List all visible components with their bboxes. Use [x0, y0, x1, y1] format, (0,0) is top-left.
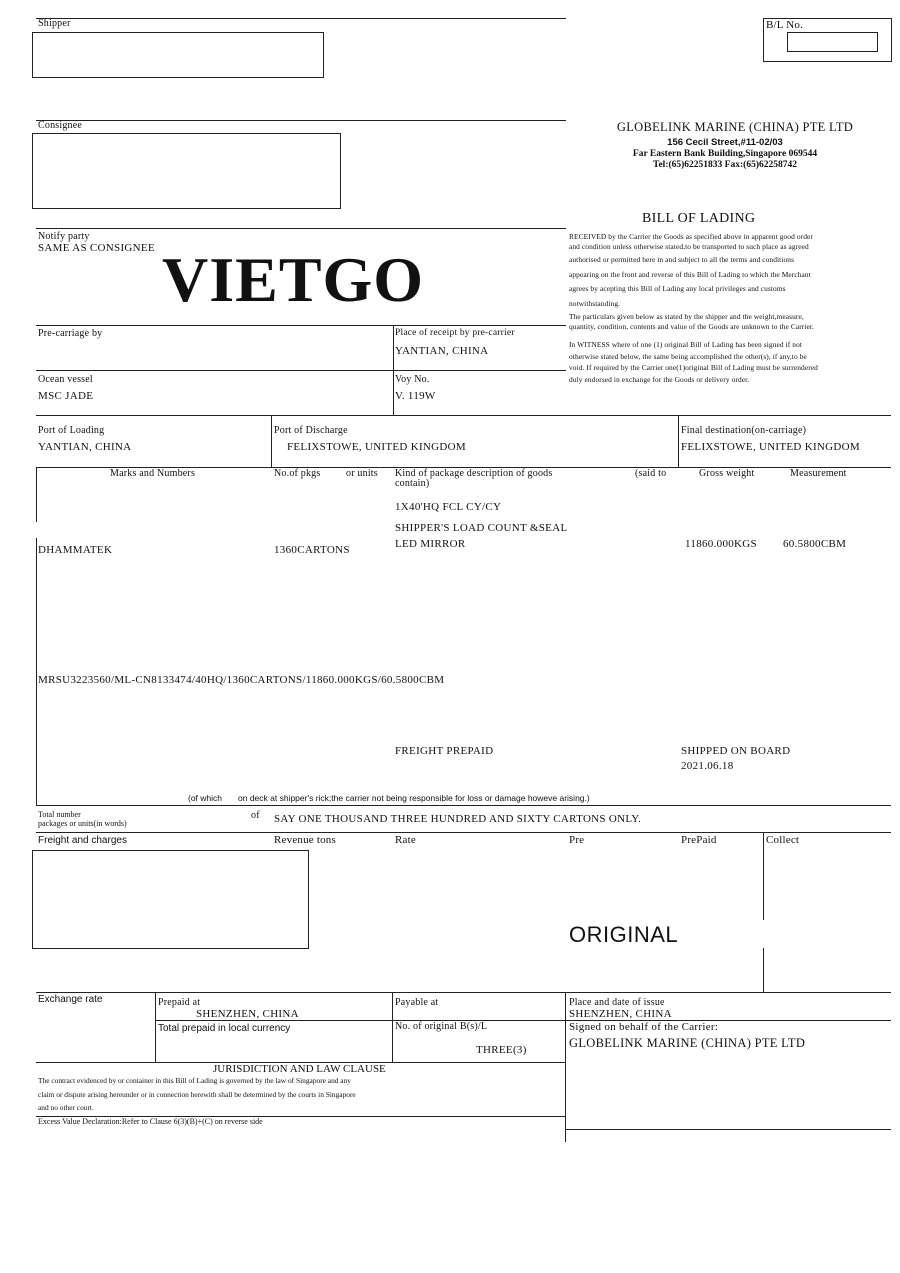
place-of-issue-value: SHENZHEN, CHINA	[569, 1008, 672, 1020]
notify-party-label: Notify party	[38, 231, 90, 242]
carrier-contact: Tel:(65)62251833 Fax:(65)62258742	[653, 160, 797, 170]
load-count: SHIPPER'S LOAD COUNT &SEAL	[395, 522, 568, 534]
terms-line: void. If required by the Carrier one(1)original Bill of Lading must be surrendered	[569, 363, 818, 372]
total-in-words: SAY ONE THOUSAND THREE HUNDRED AND SIXTY CARTONS ONLY.	[274, 813, 642, 825]
port-of-discharge-label: Port of Discharge	[274, 425, 348, 436]
deck-note: on deck at shipper's rick;the carrier not being responsible for loss or damage howeve arising.)	[238, 793, 590, 803]
pre-label: Pre	[569, 834, 585, 846]
terms-block	[569, 232, 889, 385]
carrier-address-2: Far Eastern Bank Building,Singapore 069544	[632, 149, 818, 159]
carrier-name: GLOBELINK MARINE (CHINA) PTE LTD	[616, 120, 854, 134]
shipper-label: Shipper	[38, 18, 71, 29]
jurisdiction-text	[38, 1074, 563, 1115]
shipped-on-board: SHIPPED ON BOARD	[681, 745, 791, 757]
bl-no-box	[787, 32, 878, 52]
place-of-receipt-value: YANTIAN, CHINA	[395, 345, 489, 357]
prepaid-at-label: Prepaid at	[158, 997, 201, 1008]
terms-line: and condition unless otherwise stated,to be transported to such place as agreed	[569, 241, 809, 251]
rate-label: Rate	[395, 834, 416, 846]
exchange-rate-label: Exchange rate	[38, 994, 103, 1005]
no-original-bl-value: THREE(3)	[476, 1044, 527, 1056]
ocean-vessel-label: Ocean vessel	[38, 374, 93, 385]
final-destination-value: FELIXSTOWE, UNITED KINGDOM	[681, 441, 860, 453]
place-of-receipt-label: Place of receipt by pre-carrier	[395, 328, 515, 338]
no-original-bl-label: No. of original B(s)/L	[395, 1021, 488, 1032]
shipped-date: 2021.06.18	[681, 760, 734, 772]
deck-note-prefix: (of which	[188, 793, 223, 803]
contain-header: contain)	[395, 478, 430, 489]
container-type: 1X40'HQ FCL CY/CY	[395, 501, 502, 513]
prepaid-label: PrePaid	[681, 834, 717, 846]
port-of-loading-label: Port of Loading	[38, 425, 105, 436]
total-number-label-2: packages or units(in words)	[38, 819, 127, 828]
vietgo-watermark: VIETGO	[162, 244, 425, 315]
port-of-discharge-value: FELIXSTOWE, UNITED KINGDOM	[287, 441, 466, 453]
container-line: MRSU3223560/ML-CN8133474/40HQ/1360CARTONS/11860.000KGS/60.5800CBM	[38, 674, 445, 686]
gross-weight-header: Gross weight	[699, 468, 755, 479]
or-units-header: or units	[346, 468, 378, 479]
no-of-pkgs-header: No.of pkgs	[274, 468, 321, 479]
terms-line: authorised or permitted here in and subject to all the terms and conditions	[569, 255, 795, 264]
pkgs-value: 1360CARTONS	[274, 544, 350, 556]
pre-carriage-label: Pre-carriage by	[38, 328, 103, 339]
jurisdiction-line: The contract evidenced by or container in this Bill of Lading is governed by the law of Singapore and any	[38, 1076, 351, 1085]
terms-line: notwithstanding.	[569, 298, 621, 308]
terms-line: RECEIVED by the Carrier the Goods as specified above in apparent good order	[569, 232, 813, 241]
marks-numbers-header: Marks and Numbers	[110, 468, 196, 479]
total-prepaid-label: Total prepaid in local currency	[158, 1023, 291, 1034]
signed-carrier-name: GLOBELINK MARINE (CHINA) PTE LTD	[569, 1036, 806, 1050]
payable-at-label: Payable at	[395, 997, 439, 1008]
voy-no-value: V. 119W	[395, 390, 436, 402]
doc-title: BILL OF LADING	[642, 211, 756, 226]
ocean-vessel-value: MSC JADE	[38, 390, 94, 402]
total-number-label-1: Total number	[38, 810, 81, 819]
of-label: of	[251, 810, 260, 821]
carrier-header	[575, 120, 895, 170]
consignee-box	[32, 133, 341, 209]
notify-party-value: SAME AS CONSIGNEE	[38, 242, 155, 254]
jurisdiction-line: claim or dispute arising hereunder or in connection herewith shall be determined by the courts in Singapore	[38, 1089, 356, 1099]
port-of-loading-value: YANTIAN, CHINA	[38, 441, 132, 453]
jurisdiction-title: JURISDICTION AND LAW CLAUSE	[213, 1063, 386, 1075]
excess-value-declaration: Excess Value Declaration:Refer to Clause 6(3)(B)+(C) on reverse side	[38, 1117, 263, 1126]
terms-line: quantity, condition, contents and value of the Goods are unknown to the Carrier.	[569, 322, 814, 331]
jurisdiction-line: and no other court.	[38, 1103, 94, 1112]
collect-label: Collect	[766, 834, 800, 846]
prepaid-at-value: SHENZHEN, CHINA	[196, 1008, 299, 1020]
freight-prepaid: FREIGHT PREPAID	[395, 745, 494, 757]
measurement-header: Measurement	[790, 468, 847, 479]
voy-no-label: Voy No.	[395, 374, 430, 385]
place-date-issue-label: Place and date of issue	[569, 997, 665, 1008]
said-to-header: (said to	[635, 468, 667, 479]
consignee-label: Consignee	[38, 120, 83, 131]
terms-line: agrees by acepting this Bill of Lading any local privileges and customs	[569, 284, 786, 293]
terms-line: In WITNESS where of one (1) original Bill of Lading has been signed if not	[569, 340, 803, 349]
signed-on-behalf-label: Signed on behalf of the Carrier:	[569, 1021, 719, 1033]
freight-charges-label: Freight and charges	[38, 835, 127, 846]
revenue-tons-label: Revenue tons	[274, 834, 336, 846]
bl-no-label: B/L No.	[766, 19, 804, 31]
gross-weight-value: 11860.000KGS	[685, 538, 757, 550]
shipper-box	[32, 32, 324, 78]
carrier-address-1: 156 Cecil Street,#11-02/03	[667, 137, 783, 148]
goods-description: LED MIRROR	[395, 538, 466, 550]
terms-line: duly endorsed in exchange for the Goods or delivery order.	[569, 374, 750, 384]
terms-line: appearing on the front and reverse of this Bill of Lading to which the Merchant	[569, 269, 811, 279]
terms-line: The particulars given below as stated by the shipper and the weight,measure,	[569, 312, 804, 321]
marks-value: DHAMMATEK	[38, 544, 113, 556]
measurement-value: 60.5800CBM	[783, 538, 847, 550]
terms-line: otherwise stated below, the same being accomplished the other(s), if any,to be	[569, 351, 807, 361]
kind-of-package-header: Kind of package description of goods	[395, 468, 553, 479]
final-destination-label: Final destination(on-carriage)	[681, 425, 807, 436]
freight-box	[32, 850, 309, 949]
original-stamp: ORIGINAL	[569, 922, 679, 947]
